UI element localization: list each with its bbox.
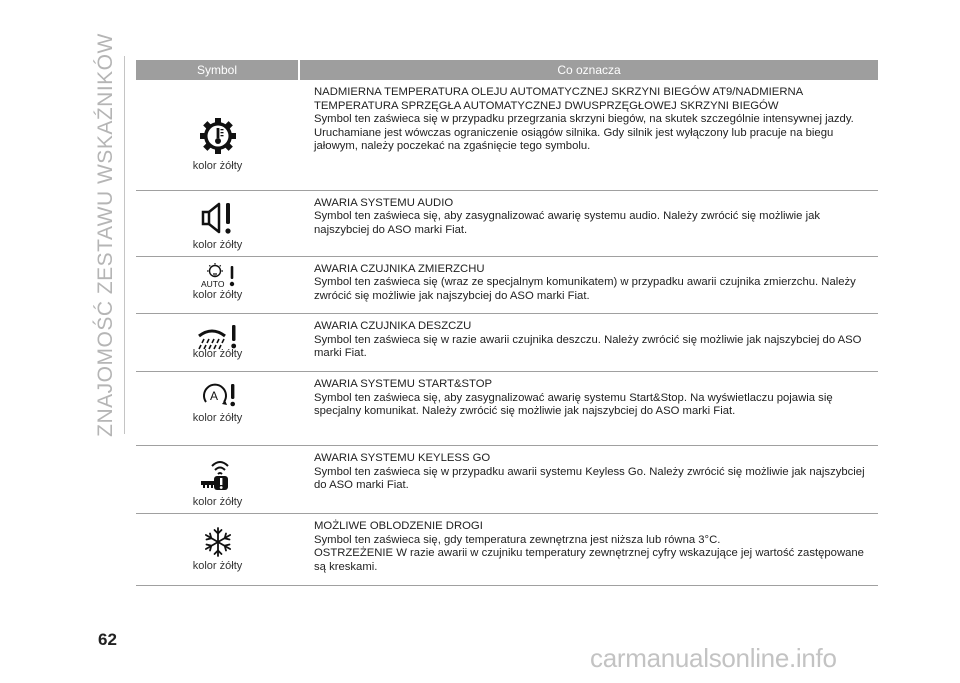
- svg-text:A: A: [209, 389, 218, 404]
- table-row: [136, 190, 878, 256]
- symbol-color-label: kolor żółty: [192, 412, 243, 425]
- symbol-cell: [136, 446, 299, 514]
- meaning-cell: [299, 80, 878, 190]
- transmission-overtemp-icon: [198, 116, 238, 156]
- table-row: [136, 372, 878, 446]
- warning-note: OSTRZEŻENIE W razie awarii w czujniku temperatury zewnętrznej cyfry wskazujące jej wartość zastępowane są kreskami.: [314, 547, 864, 573]
- symbol-color-label: kolor żółty: [192, 560, 243, 573]
- symbol-color-label: kolor żółty: [192, 160, 243, 172]
- column-header-symbol: Symbol: [136, 60, 299, 80]
- warning-description: Symbol ten zaświeca się (wraz ze specjalnym komunikatem) w przypadku awarii czujnika zmierzchu. Należy zwrócić się możliwie jak najszybciej do ASO marki Fiat.: [314, 276, 856, 302]
- section-title: ZNAJOMOŚĆ ZESTAWU WSKAŹNIKÓW: [94, 33, 118, 437]
- warning-description: Symbol ten zaświeca się, aby zasygnalizować awarię systemu audio. Należy zwrócić się możliwie jak najszybciej do ASO marki Fiat.: [314, 210, 821, 236]
- table-row: [136, 80, 878, 190]
- warning-description: Symbol ten zaświeca się w przypadku przegrzania skrzyni biegów, na skutek szczególnie intensywnej jazdy. Uruchamiane jest wówczas ograniczenie osiągów silnika. Gdy silnik jest wyłączony lub pracuje na biegu jałowym, należy poczekać na zgaśnięcie tego symbolu.: [314, 113, 854, 153]
- symbol-cell: [136, 256, 299, 314]
- audio-failure-icon: [199, 201, 237, 237]
- warning-title: AWARIA SYSTEMU START&STOP: [314, 378, 493, 391]
- warning-description: Symbol ten zaświeca się w razie awarii czujnika deszczu. Należy zwrócić się możliwie jak najszybciej do ASO marki Fiat.: [314, 333, 862, 360]
- symbol-color-label: kolor żółty: [192, 238, 243, 251]
- symbol-cell: [136, 372, 299, 446]
- symbol-cell: [136, 314, 299, 372]
- meaning-cell: [299, 372, 878, 446]
- warning-title: NADMIERNA TEMPERATURA OLEJU AUTOMATYCZNEJ SKRZYNI BIEGÓW AT9/NADMIERNA TEMPERATURA SPRZĘGŁA AUTOMATYCZNEJ DWUSPRZĘGŁOWEJ SKRZYNI BIEGÓW: [314, 86, 803, 112]
- warning-symbols-table: [136, 60, 878, 586]
- keyless-go-failure-icon: [198, 458, 238, 494]
- symbol-color-label: kolor żółty: [192, 496, 243, 509]
- table-row: [136, 314, 878, 372]
- symbol-cell: [136, 80, 299, 190]
- dusk-sensor-failure-icon: [198, 262, 238, 292]
- warning-description: Symbol ten zaświeca się, gdy temperatura zewnętrzna jest niższa lub równa 3°C.: [314, 533, 721, 546]
- table-row: [136, 256, 878, 314]
- meaning-cell: [299, 514, 878, 586]
- icy-road-snowflake-icon: [202, 526, 234, 558]
- meaning-cell: [299, 256, 878, 314]
- start-stop-failure-icon: [198, 380, 238, 410]
- meaning-cell: [299, 314, 878, 372]
- table-row: [136, 514, 878, 586]
- warning-title: AWARIA SYSTEMU KEYLESS GO: [314, 452, 491, 465]
- warning-title: MOŻLIWE OBLODZENIE DROGI: [314, 520, 483, 533]
- symbol-cell: [136, 514, 299, 586]
- meaning-cell: [299, 446, 878, 514]
- warning-description: Symbol ten zaświeca się, aby zasygnalizować awarię systemu Start&Stop. Na wyświetlaczu pojawia się specjalny komunikat. Należy zwrócić się możliwie jak najszybciej do ASO marki Fiat.: [314, 391, 833, 418]
- symbol-color-label: kolor żółty: [192, 348, 243, 361]
- meaning-cell: [299, 190, 878, 256]
- warning-title: AWARIA SYSTEMU AUDIO: [314, 196, 454, 209]
- column-header-meaning: Co oznacza: [299, 60, 878, 80]
- table-header-row: [136, 60, 878, 80]
- watermark: carmanualsonline.info: [590, 643, 837, 673]
- table-row: [136, 446, 878, 514]
- warning-title: AWARIA CZUJNIKA ZMIERZCHU: [314, 262, 485, 275]
- symbol-color-label: kolor żółty: [192, 288, 243, 301]
- warning-description: Symbol ten zaświeca się w przypadku awarii systemu Keyless Go. Należy zwrócić się możliwie jak najszybciej do ASO marki Fiat.: [314, 465, 865, 492]
- svg-text:AUTO: AUTO: [200, 278, 224, 289]
- rain-sensor-failure-icon: [196, 322, 240, 350]
- section-divider: [124, 56, 125, 434]
- page-number: 62: [98, 630, 117, 649]
- warning-title: AWARIA CZUJNIKA DESZCZU: [314, 320, 472, 333]
- symbol-cell: [136, 190, 299, 256]
